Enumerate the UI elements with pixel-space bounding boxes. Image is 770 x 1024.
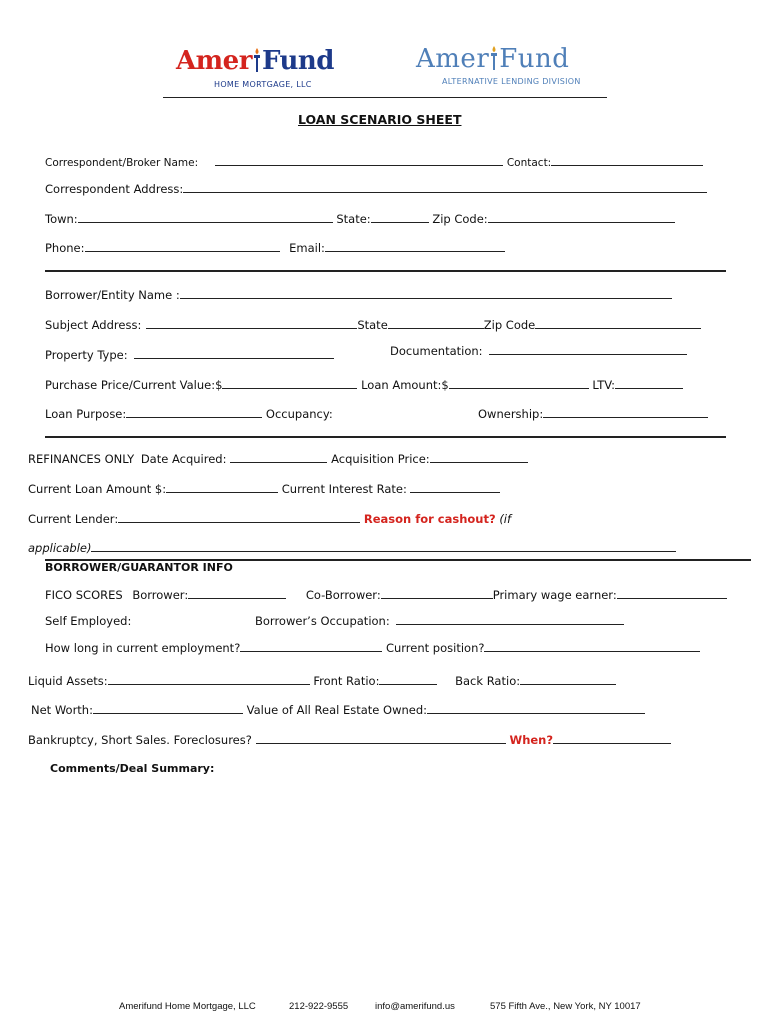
subject-address-field[interactable]: [146, 317, 357, 329]
town-field[interactable]: [78, 211, 333, 223]
logo-subtitle: ALTERNATIVE LENDING DIVISION: [442, 77, 581, 86]
logo-amer-text: Amer: [176, 46, 252, 76]
current-loan-amount-label: Current Loan Amount $:: [28, 482, 167, 496]
borrower-entity-label: Borrower/Entity Name :: [45, 288, 180, 302]
subject-address-row: [45, 317, 701, 332]
phone-label: Phone:: [45, 241, 85, 255]
fico-borrower-label: Borrower:: [132, 588, 189, 602]
acquisition-price-label: Acquisition Price:: [331, 452, 430, 466]
back-ratio-field[interactable]: [520, 673, 616, 685]
loan-amount-label: Loan Amount:$: [361, 378, 449, 392]
when-label: When?: [509, 733, 554, 747]
amerifund-alt-lending-logo: [416, 44, 581, 86]
fico-row: [45, 587, 727, 602]
net-worth-row: [31, 702, 645, 717]
bankruptcy-label: Bankruptcy, Short Sales. Foreclosures?: [28, 733, 252, 747]
documentation-field[interactable]: [489, 343, 687, 355]
cashout-reason-field[interactable]: [91, 540, 676, 552]
ltv-field[interactable]: [615, 377, 683, 389]
borrower-entity-row: [45, 287, 672, 302]
broker-name-field[interactable]: [215, 154, 503, 166]
reason-cashout-label: Reason for cashout?: [363, 512, 496, 526]
contact-field[interactable]: [551, 154, 703, 166]
net-worth-label: Net Worth:: [31, 703, 93, 717]
footer-address: 575 Fifth Ave., New York, NY 10017: [490, 1001, 641, 1012]
zip-field[interactable]: [488, 211, 675, 223]
correspondent-address-label: Correspondent Address:: [45, 182, 184, 196]
section-divider: [45, 270, 726, 272]
bankruptcy-row: [28, 732, 671, 747]
logo-fund-text: Fund: [261, 46, 334, 76]
real-estate-value-field[interactable]: [427, 702, 645, 714]
applicable-row: [28, 540, 676, 555]
net-worth-field[interactable]: [93, 702, 243, 714]
bankruptcy-field[interactable]: [256, 732, 506, 744]
documentation-row: [390, 343, 687, 358]
logo-fund-text: Fund: [499, 44, 570, 74]
comments-label: Comments/Deal Summary:: [50, 762, 215, 775]
refinance-row: [28, 451, 528, 466]
fico-label: FICO SCORES: [45, 588, 123, 602]
current-loan-amount-field[interactable]: [166, 481, 278, 493]
torch-icon: [490, 45, 498, 71]
back-ratio-label: Back Ratio:: [455, 674, 521, 688]
property-type-label: Property Type:: [45, 348, 128, 362]
loan-purpose-row: [45, 406, 333, 421]
real-estate-value-label: Value of All Real Estate Owned:: [246, 703, 428, 717]
how-long-label: How long in current employment?: [45, 641, 241, 655]
occupation-field[interactable]: [396, 613, 624, 625]
ownership-row: [478, 406, 708, 421]
purchase-price-field[interactable]: [222, 377, 357, 389]
purchase-price-row: [45, 377, 683, 392]
amerifund-home-mortgage-logo: [176, 46, 334, 89]
how-long-field[interactable]: [240, 640, 382, 652]
purchase-price-label: Purchase Price/Current Value:$: [45, 378, 223, 392]
header-divider: [163, 97, 607, 98]
co-borrower-field[interactable]: [381, 587, 493, 599]
current-lender-label: Current Lender:: [28, 512, 119, 526]
current-interest-rate-label: Current Interest Rate:: [281, 482, 407, 496]
documentation-label: Documentation:: [390, 344, 483, 358]
current-interest-rate-field[interactable]: [410, 481, 500, 493]
ownership-label: Ownership:: [478, 407, 544, 421]
occupation-row: [255, 613, 624, 628]
self-employed-label: Self Employed:: [45, 614, 132, 628]
footer-email: info@amerifund.us: [375, 1001, 455, 1012]
broker-name-label: Correspondent/Broker Name:: [45, 157, 199, 169]
town-label: Town:: [45, 212, 78, 226]
liquid-assets-field[interactable]: [108, 673, 310, 685]
subject-state-label: State: [357, 318, 388, 332]
employment-row: [45, 640, 700, 655]
page-title: LOAN SCENARIO SHEET: [298, 112, 462, 127]
guarantor-heading: BORROWER/GUARANTOR INFO: [45, 561, 233, 574]
footer-company: Amerifund Home Mortgage, LLC: [119, 1001, 256, 1012]
footer-phone: 212-922-9555: [289, 1001, 349, 1012]
fico-borrower-field[interactable]: [188, 587, 286, 599]
current-lender-row: [28, 511, 511, 526]
liquid-assets-label: Liquid Assets:: [28, 674, 108, 688]
logo-amer-text: Amer: [416, 44, 490, 74]
date-acquired-field[interactable]: [230, 451, 327, 463]
state-field[interactable]: [371, 211, 429, 223]
if-applicable-open: (if: [499, 512, 512, 526]
broker-name-row: [45, 154, 703, 169]
section-divider: [45, 436, 726, 438]
front-ratio-field[interactable]: [379, 673, 437, 685]
refi-only-label: REFINANCES ONLY: [28, 452, 135, 466]
current-loan-row: [28, 481, 500, 496]
correspondent-address-row: [45, 181, 707, 196]
comments-area[interactable]: [50, 782, 730, 992]
occupancy-label: Occupancy:: [265, 407, 333, 421]
loan-purpose-label: Loan Purpose:: [45, 407, 127, 421]
logo-subtitle: HOME MORTGAGE, LLC: [214, 80, 312, 89]
email-field[interactable]: [325, 240, 505, 252]
occupation-label: Borrower’s Occupation:: [255, 614, 390, 628]
subject-zip-label: Zip Code: [483, 318, 536, 332]
primary-wage-label: Primary wage earner:: [492, 588, 617, 602]
current-lender-field[interactable]: [118, 511, 360, 523]
subject-address-label: Subject Address:: [45, 318, 142, 332]
property-type-row: [45, 347, 334, 362]
zip-label: Zip Code:: [432, 212, 488, 226]
phone-row: [45, 240, 505, 255]
contact-label: Contact:: [506, 157, 552, 169]
torch-icon: [253, 47, 261, 73]
town-row: [45, 211, 675, 226]
when-field[interactable]: [553, 732, 671, 744]
front-ratio-label: Front Ratio:: [313, 674, 380, 688]
primary-wage-field[interactable]: [617, 587, 727, 599]
liquid-assets-row: [28, 673, 616, 688]
property-type-field[interactable]: [134, 347, 334, 359]
subject-state-field[interactable]: [388, 317, 484, 329]
subject-zip-field[interactable]: [535, 317, 701, 329]
loan-purpose-field[interactable]: [126, 406, 262, 418]
loan-amount-field[interactable]: [449, 377, 589, 389]
borrower-entity-field[interactable]: [180, 287, 672, 299]
co-borrower-label: Co-Borrower:: [305, 588, 381, 602]
current-position-label: Current position?: [385, 641, 485, 655]
email-label: Email:: [289, 241, 325, 255]
state-label: State:: [336, 212, 371, 226]
applicable-label: applicable): [28, 541, 92, 555]
date-acquired-label: Date Acquired:: [140, 452, 227, 466]
correspondent-address-field[interactable]: [183, 181, 707, 193]
current-position-field[interactable]: [484, 640, 700, 652]
phone-field[interactable]: [85, 240, 280, 252]
ownership-field[interactable]: [543, 406, 708, 418]
ltv-label: LTV:: [592, 378, 616, 392]
acquisition-price-field[interactable]: [430, 451, 528, 463]
self-employed-row: [45, 614, 131, 628]
